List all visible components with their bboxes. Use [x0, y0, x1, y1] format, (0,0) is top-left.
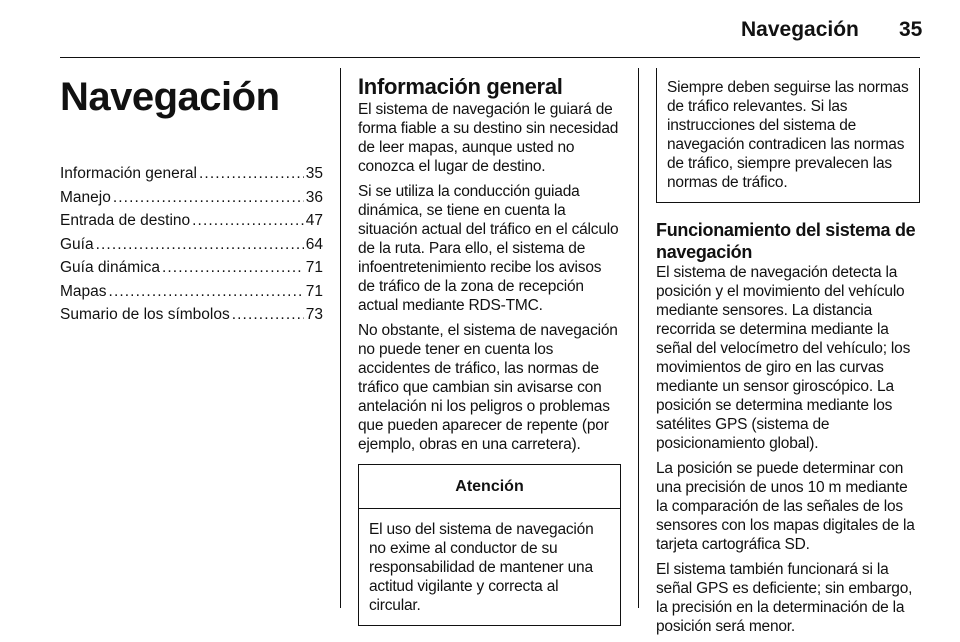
toc-label: Guía [60, 235, 94, 253]
toc-page: 73 [305, 306, 323, 323]
toc-entry[interactable] [60, 162, 323, 186]
toc-column [60, 68, 323, 327]
paragraph: La posición se puede determinar con una precisión de unos 10 m mediante la comparación de las señales de los sensores con los mapas digitales de la tarjeta cartográfica SD. [656, 460, 915, 553]
main-column [358, 68, 621, 626]
toc-label: Mapas [60, 282, 107, 300]
toc-page: 64 [305, 235, 323, 253]
paragraph: El sistema de navegación detecta la posición y el movimiento del vehículo mediante sensores. La distancia recorrida se determina mediante la señal del velocímetro del vehículo; los movimientos de giro en las curvas mediante un sensor giroscópico. La posición se determina mediante los satélites GPS (sistema de posicionamiento global). [656, 264, 911, 452]
header-rule [60, 57, 920, 58]
toc-leader [113, 186, 304, 210]
chapter-title: Navegación [60, 75, 280, 119]
toc-entry[interactable] [60, 186, 323, 210]
toc-entry[interactable] [60, 209, 323, 233]
warning-heading: Atención [359, 464, 620, 509]
page-number: 35 [899, 18, 923, 41]
column-divider-2 [638, 68, 639, 608]
toc-entry[interactable] [60, 280, 323, 304]
toc-label: Guía dinámica [60, 259, 160, 276]
toc-entry[interactable] [60, 233, 323, 257]
section-heading-operation: Funcionamiento del sistema de navegación [656, 220, 916, 262]
right-column [656, 68, 920, 642]
toc-label: Entrada de destino [60, 212, 191, 229]
toc-leader [199, 162, 304, 186]
paragraph: No obstante, el sistema de navegación no puede tener en cuenta los accidentes de tráfico, las normas de tráfico que cambian sin avisarse con antelación ni los peligros o problemas que pueden aparecer de repente (por ejemplo, obras en una carretera). [358, 322, 618, 453]
toc-entry[interactable] [60, 256, 323, 280]
paragraph: El sistema de navegación le guiará de forma fiable a su destino sin necesidad de leer mapas, aunque usted no conozca el lugar de destino. [358, 101, 619, 175]
toc-leader [109, 280, 304, 304]
toc-label: Manejo [60, 188, 111, 206]
table-of-contents [60, 162, 323, 327]
paragraph: El sistema también funcionará si la señal GPS es deficiente; sin embargo, la precisión en la determinación de la posición será menor. [656, 561, 913, 635]
section-heading-general: Información general [358, 74, 563, 99]
toc-page: 71 [305, 282, 323, 300]
toc-leader [96, 233, 304, 257]
paragraph: Si se utiliza la conducción guiada dinámica, se tiene en cuenta la situación actual del tráfico en el cálculo de la ruta. Para ello, el sistema de infoentretenimiento recibe los avisos de tráfico de la zona de recepción actual mediante RDS-TMC. [358, 183, 619, 314]
warning-box [358, 464, 621, 626]
toc-label: Sumario de los símbolos [60, 306, 230, 323]
toc-page: 36 [305, 188, 323, 206]
toc-page: 35 [305, 165, 323, 182]
toc-label: Información general [60, 165, 197, 182]
header-title: Navegación [741, 18, 859, 41]
column-divider-1 [340, 68, 341, 608]
warning-text-continued: Siempre deben seguirse las normas de tráfico relevantes. Si las instrucciones del sistema de navegación contradicen las normas de tráfico, siempre prevalecen las normas de tráfico. [667, 79, 909, 191]
toc-page: 71 [305, 259, 323, 276]
toc-leader [232, 303, 304, 327]
warning-box-continued [656, 68, 920, 203]
toc-leader [192, 209, 304, 233]
toc-page: 47 [305, 212, 323, 229]
toc-leader [162, 256, 304, 280]
toc-entry[interactable] [60, 303, 323, 327]
warning-text: El uso del sistema de navegación no exime al conductor de su responsabilidad de mantener una actitud vigilante y correcta al circular. [369, 521, 594, 614]
